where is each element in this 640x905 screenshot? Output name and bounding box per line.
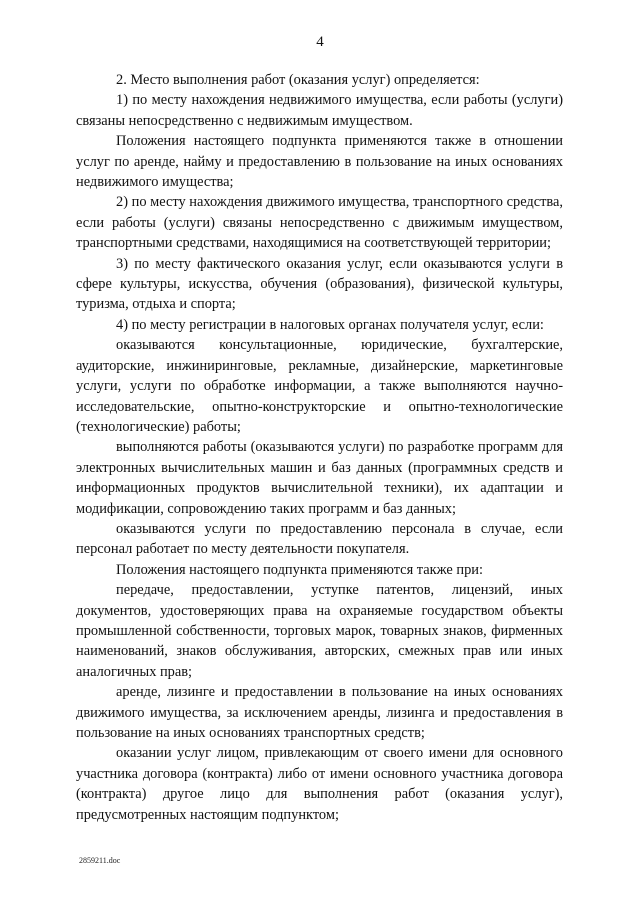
paragraph-item-1: 1) по месту нахождения недвижимого имущества, если работы (услуги) связаны непосредственно с недвижимым имуществом. (76, 92, 563, 129)
paragraph-item-4-personnel: оказываются услуги по предоставлению персонала в случае, если персонал работает по месту деятельности покупателя. (76, 520, 563, 558)
paragraph-item-4-note: Положения настоящего подпункта применяются также при: (116, 561, 483, 578)
paragraph-item-2: 2) по месту нахождения движимого имущества, транспортного средства, если работы (услуги) связаны непосредственно с движимым имуществом, транспортными средствами, находящимися на соответствующей территории; (76, 194, 563, 252)
paragraph-item-3: 3) по месту фактического оказания услуг, если оказываются услуги в сфере культуры, искусства, обучения (образования), физической культуры, туризма, отдыха и спорта; (76, 255, 563, 313)
document-body (76, 70, 563, 825)
paragraph-item-4-consulting: оказываются консультационные, юридические, бухгалтерские, аудиторские, инжиниринговые, рекламные, дизайнерские, маркетинговые услуги, услуги по обработке информации, а также выполняются научно-исследовательские, опытно-конструкторские и опытно-технологические (технологические) работы; (76, 337, 563, 435)
paragraph-item-4: 4) по месту регистрации в налоговых органах получателя услуг, если: (116, 316, 544, 333)
page-number: 4 (316, 34, 324, 50)
paragraph-item-4-intermediary: оказании услуг лицом, привлекающим от своего имени для основного участника договора (контракта) либо от имени основного участника договора (контракта) другое лицо для выполнения работ (оказания услуг), предусмотренных настоящим подпунктом; (76, 745, 563, 823)
paragraph-section-2-heading: 2. Место выполнения работ (оказания услуг) определяется: (116, 72, 480, 88)
paragraph-item-4-patents: передаче, предоставлении, уступке патентов, лицензий, иных документов, удостоверяющих права на охраняемые государством объекты промышленной собственности, торговых марок, товарных знаков, фирменных наименований, знаков обслуживания, авторских, смежных прав или иных аналогичных прав; (76, 582, 563, 680)
paragraph-item-1-note: Положения настоящего подпункта применяются также в отношении услуг по аренде, найму и предоставлению в пользование на иных основаниях недвижимого имущества; (76, 133, 563, 191)
paragraph-item-4-leasing: аренде, лизинге и предоставлении в пользование на иных основаниях движимого имущества, за исключением аренды, лизинга и предоставления в пользование на иных основаниях транспортных средств; (76, 684, 563, 741)
document-footer-code: 2859211.doc (79, 856, 121, 865)
paragraph-item-4-software: выполняются работы (оказываются услуги) по разработке программ для электронных вычислительных машин и баз данных (программных средств и информационных продуктов вычислительной техники), их адаптации и модификации, сопровождению таких программ и баз данных; (76, 439, 563, 517)
